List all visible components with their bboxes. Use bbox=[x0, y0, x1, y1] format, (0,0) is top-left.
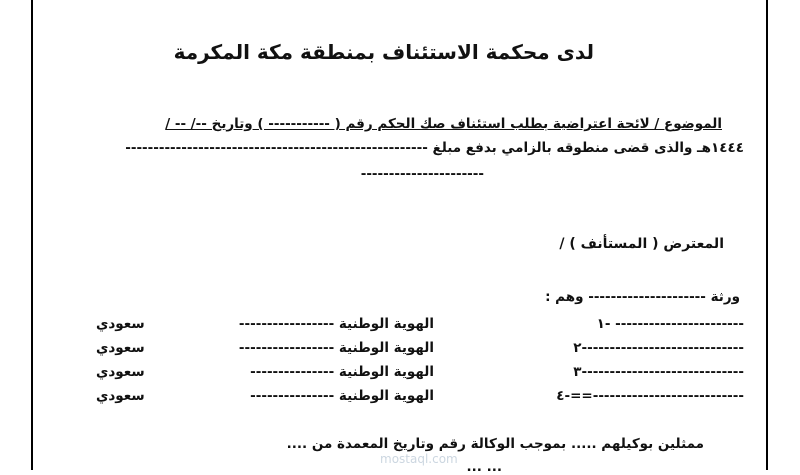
heir-row-id: الهوية الوطنية ----------------- bbox=[238, 316, 434, 332]
heirs-line: ورثة --------------------- وهم : bbox=[545, 289, 740, 305]
document-title: لدى محكمة الاستئناف بمنطقة مكة المكرمة bbox=[173, 40, 594, 64]
heir-row-number: ٣----------------------------- bbox=[573, 364, 744, 380]
heir-row-nationality: سعودي bbox=[96, 388, 145, 404]
subject-line-2: ١٤٤٤هـ والذى قضى منطوقه بالزامي بدفع مبلغ ------------------------------------------------------ bbox=[125, 140, 744, 156]
heir-row-id: الهوية الوطنية --------------- bbox=[250, 364, 434, 380]
heir-row-number: ٢----------------------------- bbox=[573, 340, 744, 356]
subject-line-1: الموضوع / لائحة اعتراضية بطلب استئناف صك الحكم رقم ( ----------- ) وتاريخ --/ -- / bbox=[165, 116, 722, 132]
heir-row-nationality: سعودي bbox=[96, 340, 145, 356]
cut-off-line: ... ... bbox=[466, 459, 502, 475]
heir-row-number: ٤-==--------------------------- bbox=[556, 388, 744, 404]
watermark-text: mostaql.com bbox=[380, 452, 458, 466]
page-border-right bbox=[766, 0, 768, 470]
page-border-left bbox=[31, 0, 33, 470]
subject-line-3: ---------------------- bbox=[360, 166, 484, 182]
heir-row-id: الهوية الوطنية ----------------- bbox=[238, 340, 434, 356]
heir-row-id: الهوية الوطنية --------------- bbox=[250, 388, 434, 404]
heir-row-nationality: سعودي bbox=[96, 364, 145, 380]
representation-line: ممثلين بوكيلهم ..... بموجب الوكالة رقم وتاريخ المعمدة من .... bbox=[286, 436, 704, 452]
heir-row-number: ١- ----------------------- bbox=[596, 316, 744, 332]
heir-row-nationality: سعودي bbox=[96, 316, 145, 332]
appellant-label: المعترض ( المستأنف ) / bbox=[559, 236, 724, 252]
